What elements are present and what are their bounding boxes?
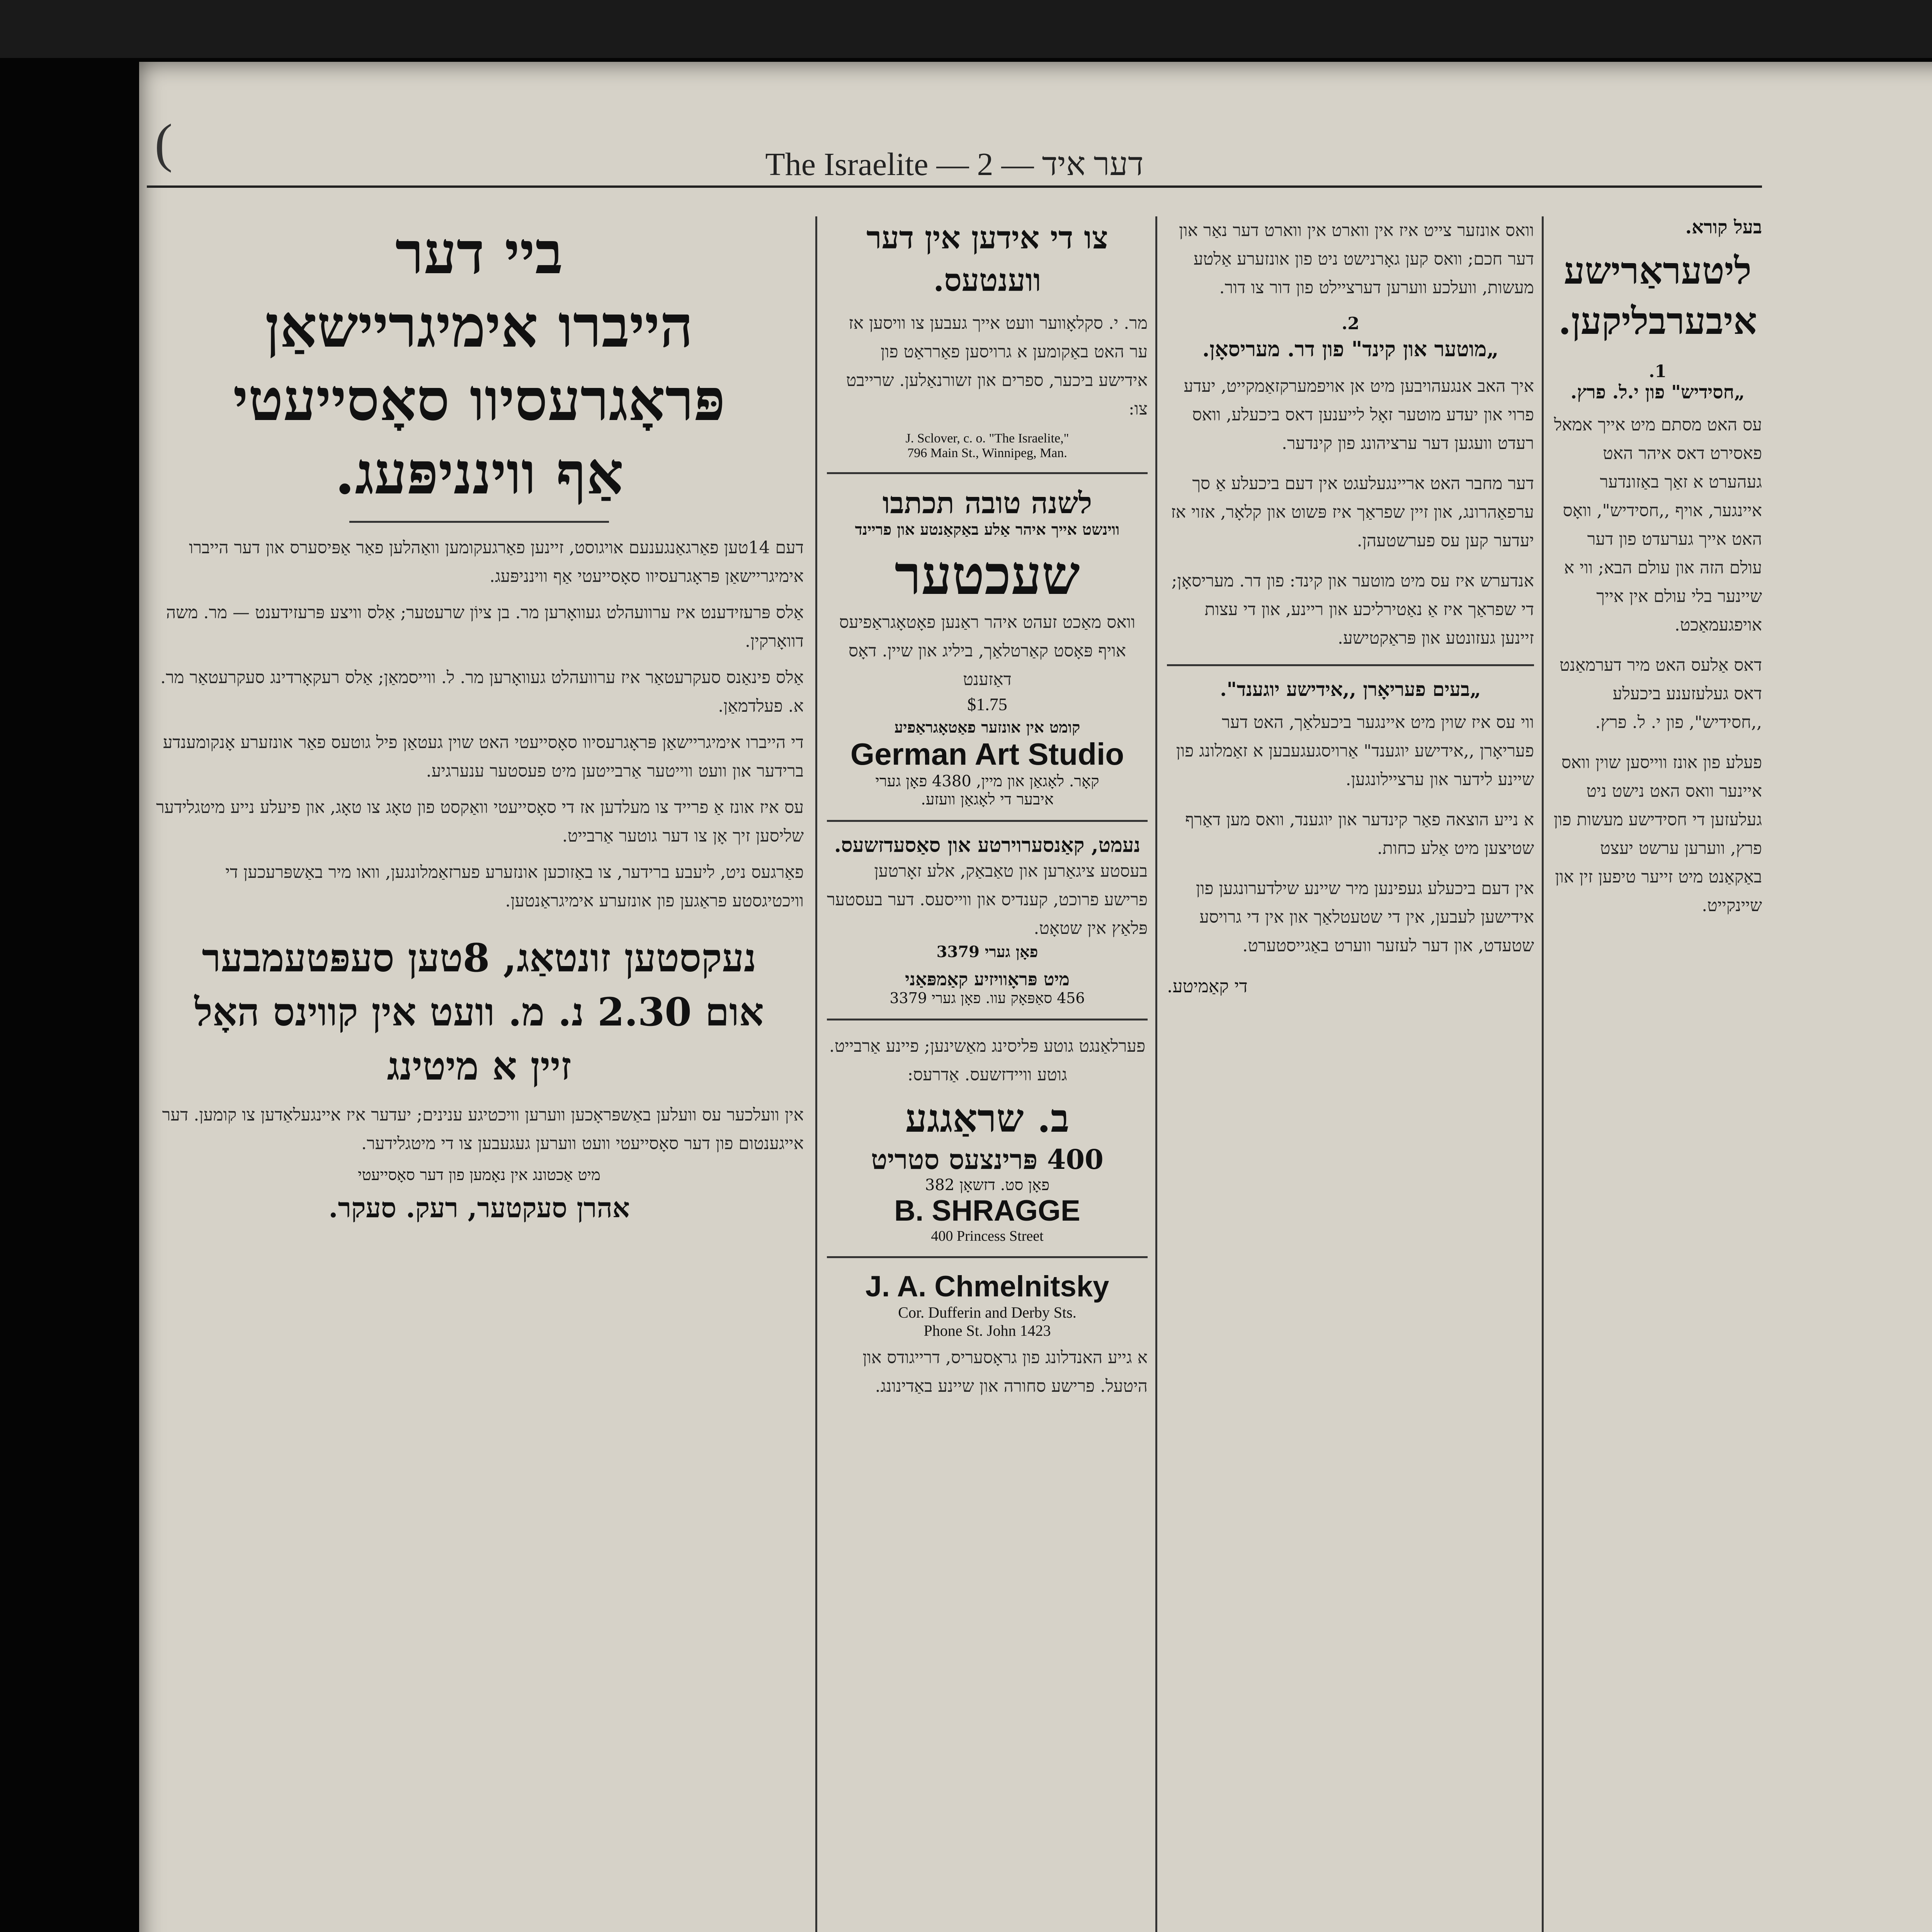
phone-en: Phone St. John 1423	[923, 1322, 1051, 1339]
ad-text: מר. י. סקלאָווער וועט אייך געבען צו וויסען אז ער האט באַקומען א גרויסען פאַרראַט פון אידישע ביכער, ספרים און זשורנאַלען. שרייבט צו:	[846, 313, 1148, 419]
price: $1.75	[967, 694, 1007, 714]
greeting-text: ווינשט אייך איהר אַלע באַקאַנטע און פריינד	[855, 520, 1120, 539]
paragraph: די הייברו אימיגריישאַן פּראָגרעסיוו סאָסייעטי האט שוין געטאַן פיל גוטעס פאַר אונזערע אָנקומענדע ברידער און וועט ווייטער אַרבייטען מיט פעסטער ענערגיע.	[163, 733, 804, 781]
article-title: ליטעראַרישע איבערבליקען.	[1558, 249, 1757, 343]
divider	[349, 521, 609, 523]
advertiser-name-en: B. SHRAGGE	[894, 1194, 1080, 1227]
advertiser-name: ב. שראַגגע	[905, 1095, 1070, 1141]
column-advertisements	[827, 216, 1148, 1401]
column-book-reviews	[1167, 216, 1534, 997]
section-numeral: 2.	[1342, 314, 1359, 333]
divider	[827, 820, 1148, 822]
paragraph: ווי עס איז שוין מיט איינגער ביכעלאַך, האט דער פעריאָרן ,,אידישע יוגענד" אַרויסגעגעבען א זאַמלונג פון שיינע לידער און ערציילונגען.	[1176, 713, 1534, 789]
studio-intro: קומט אין אונזער פאַטאָגראַפיע	[894, 718, 1080, 736]
studio-address: איבער די לאָגאַן וועזע.	[921, 791, 1054, 808]
company-name: מיט פּראָוויזיע קאַמפּאַני	[905, 969, 1070, 990]
masthead	[147, 143, 1762, 188]
headline: הייברו אימיגריישאַן	[265, 293, 693, 361]
section-numeral: 1.	[1649, 362, 1667, 381]
column-rule	[815, 216, 817, 1932]
divider	[1167, 664, 1534, 666]
ad-heading: צו די אידען אין דער ווענטעס.	[866, 219, 1108, 298]
subtitle: „חסידיש" פון י.ל. פרץ.	[1570, 381, 1745, 403]
headline: פּראָגרעסיוו סאָסייעטי	[233, 366, 725, 434]
advertiser-name-en: J. A. Chmelnitsky	[865, 1270, 1109, 1303]
paragraph: א נייע הוצאה פאַר קינדער און יוגענד, וואס מען דאַרף שטיצען מיט אַלע כחות.	[1185, 810, 1534, 858]
address-street: 796 Main St., Winnipeg, Man.	[907, 446, 1067, 460]
ad-text: פערלאַנגט גוטע פּליסינג מאַשינען; פיינע אַרבייט. גוטע וויידזשעס. אַדרעס:	[829, 1036, 1146, 1085]
signature: די קאַמיטע.	[1167, 976, 1248, 997]
subtitle: „בעים פעריאָרן ,,אידישע יוגענד".	[1220, 678, 1481, 701]
column-literary-review	[1553, 216, 1762, 920]
divider	[827, 472, 1148, 474]
phone: פאָן גערי 3379	[936, 943, 1038, 961]
meeting-headline: נעקסטען זונטאַג, 8טען סעפּטעמבער	[202, 935, 757, 981]
paragraph: עס האט מסתם מיט אייך אמאל פאסירט דאס איהר האט געהערט א זאַך באַזונדער איינגער, אויף ,,חסידיש", וואָס האט אייך גערעדט פון דער עולם הזה און עולם הבא; ווי א שיינער בלי עולם אין אייך אויפגעמאַכט.	[1554, 415, 1762, 635]
advertiser-address: 400 פּרינצעס סטריט	[871, 1143, 1104, 1175]
headline: ביי דער	[395, 219, 563, 287]
meeting-headline: אום 2.30 נ. מ. וועט אין קווינס האָל	[194, 989, 764, 1035]
address-name: J. Sclover, c. o. "The Israelite,"	[905, 431, 1069, 446]
paragraph: עס איז אונז אַ פרייד צו מעלדען אז די סאָסייעטי וואַקסט פון טאָג צו טאָג, און פיעלע נייע מיטגלידער שליסען זיך אָן צו דער גוטער אַרבייט.	[156, 798, 804, 846]
advertiser-name: שעכטער	[895, 544, 1080, 607]
column-rule	[1542, 216, 1544, 1932]
meeting-headline: זיין א מיטינג	[387, 1043, 571, 1089]
ad-text: בעסטע ציגאַרען און טאַבאַק, אלע זאָרטען פרישע פרוכט, קענדיס און ווייסעס. דער בעסטער פּלאַץ אין שטאָט.	[827, 861, 1148, 938]
meeting-note: מיט אַכטונג אין נאָמען פון דער סאָסייעטי	[358, 1166, 600, 1184]
studio-address: קאָר. לאָגאַן און מיין, 4380 פאָן גערי	[875, 772, 1099, 790]
paragraph: פאַרגעס ניט, ליעבע ברידער, צו באַזוכען אונזערע פערזאַמלונגען, וואו מיר באַשפּרעכען די וויכטיגסטע פראַגען פון אונזערע אימיגראַנטען.	[225, 862, 804, 911]
paragraph: אין דעם ביכעלע געפינען מיר שיינע שילדערונגען פון אידישען לעבען, אין די שטעטלאַך און אין די גרויסע שטעדט, און דער לעזער ווערט באַגייסטערט.	[1196, 879, 1534, 956]
film-edge-top	[0, 0, 1932, 58]
advertiser-address-en: Cor. Dufferin and Derby Sts.	[898, 1304, 1077, 1321]
subtitle: „מוטער און קינד" פון דר. מעריסאָן.	[1202, 337, 1499, 361]
new-year-greeting: לשנה טובה תכתבו	[882, 486, 1092, 520]
headline: אַף ווינניפּעג.	[335, 439, 624, 507]
ad-text: וואס מאַכט זעהט איהר ראַנען פאָטאָגראַפיעס אויף פּאָסט קאַרטלאַך, ביליג און שיין. דאָס דאַזענט	[839, 612, 1136, 689]
studio-name: German Art Studio	[850, 737, 1124, 771]
paragraph: דאס אַלעס האט מיר דערמאַנט דאס געלעזענע ביכעלע ,,חסידיש", פון י. ל. פרץ.	[1559, 655, 1762, 732]
paragraph: וואס אונזער צייט איז אין ווארט אין ווארט דער נאַר און דער חכם; וואס קען גאָרנישט ניט פון אונזערע אַלטע מעשות, וועלכע ווערען דערציילט פון דור צו דור.	[1179, 221, 1534, 298]
signature: אהרן סעקטער, רעק. סעקר.	[328, 1192, 630, 1224]
column-rule	[1155, 216, 1157, 1932]
column-society-news	[155, 216, 804, 1224]
paragraph: אַלס פּרעזידענט איז ערוועהלט געוואָרען מר. בן ציוֹן שרעטער; אַלס וויצע פּרעזידענט — מר. משה דוואָרקין.	[166, 603, 804, 651]
phone: פאָן סט. דזשאָן 382	[925, 1176, 1050, 1194]
paragraph: דער מחבר האט אריינגעלעגט אין דעם ביכעלע אַ סך ערפאַהרונג, און זיין שפראַך איז פּשוט און קלאָר, אזוי אז יעדער קען עס פערשטעהן.	[1171, 474, 1534, 551]
paragraph: דעם 14טען פאַרגאַנגענעם אויגוסט, זיינען פאַרגעקומען וואַהלען פאַר אַפּיסערס און דער הייברו אימיגריישאַן פּראָגרעסיוו סאָסייעטי אַף ווינניפּעג.	[189, 538, 804, 586]
paragraph: אין וועלכער עס וועלען באַשפּראָכען ווערען וויכטיגע ענינים; יעדער איז איינגעלאַדען צו קומען. דער אייגענטום פון דער סאָסייעטי וועט ווערען געגעבען צו די מיטגלידער.	[162, 1105, 804, 1153]
ad-heading: נעמט, קאַנסערוירטע און סאַסעדזשעס.	[834, 833, 1141, 857]
section-label: בעל קורא.	[1685, 216, 1762, 238]
paragraph: אַלס פינאַנס סעקרעטאַר איז ערוועהלט געוואָרען מר. ל. ווייסמאַן; אַלס רעקאָרדינג סעקרעטאַר מר. א. פעלדמאַן.	[160, 668, 804, 716]
company-address: 456 סאַפּאָק עוו. פאָן גערי 3379	[889, 990, 1085, 1007]
advertiser-address-en: 400 Princess Street	[931, 1228, 1044, 1244]
divider	[827, 1256, 1148, 1258]
paragraph: איך האב אנגעהויבען מיט אן אויפמערקזאַמקייט, יעדע פרוי און יעדע מוטער זאָל לייענען דאס ביכעלע, וואס רעדט וועגען דער ערציהונג פון קינדער.	[1184, 376, 1534, 453]
paragraph: פעלע פון אונז ווייסען שוין וואס איינער וואס האט נישט ניט געלעזען די חסידישע מעשות פון פרץ, ווערען ערשט יעצט באַקאַנט מיט זייער טיפען זין און שיינקייט.	[1553, 753, 1762, 915]
ad-text: א גייע האנדלונג פון גראָסעריס, דרייגודס און היטעל. פרישע סחורה און שיינע באַדינונג.	[862, 1348, 1148, 1396]
divider	[827, 1019, 1148, 1020]
margin-pencil-mark: (	[155, 113, 173, 173]
paragraph: אנדערש איז עס מיט מוטער און קינד: פון דר. מעריסאָן; די שפראַך איז אַ נאַטירליכע און ריינע, און די עצות זיינען געזונטע און פּראַקטישע.	[1171, 571, 1534, 648]
masthead-text: The Israelite — 2 — דער איד	[765, 146, 1144, 182]
